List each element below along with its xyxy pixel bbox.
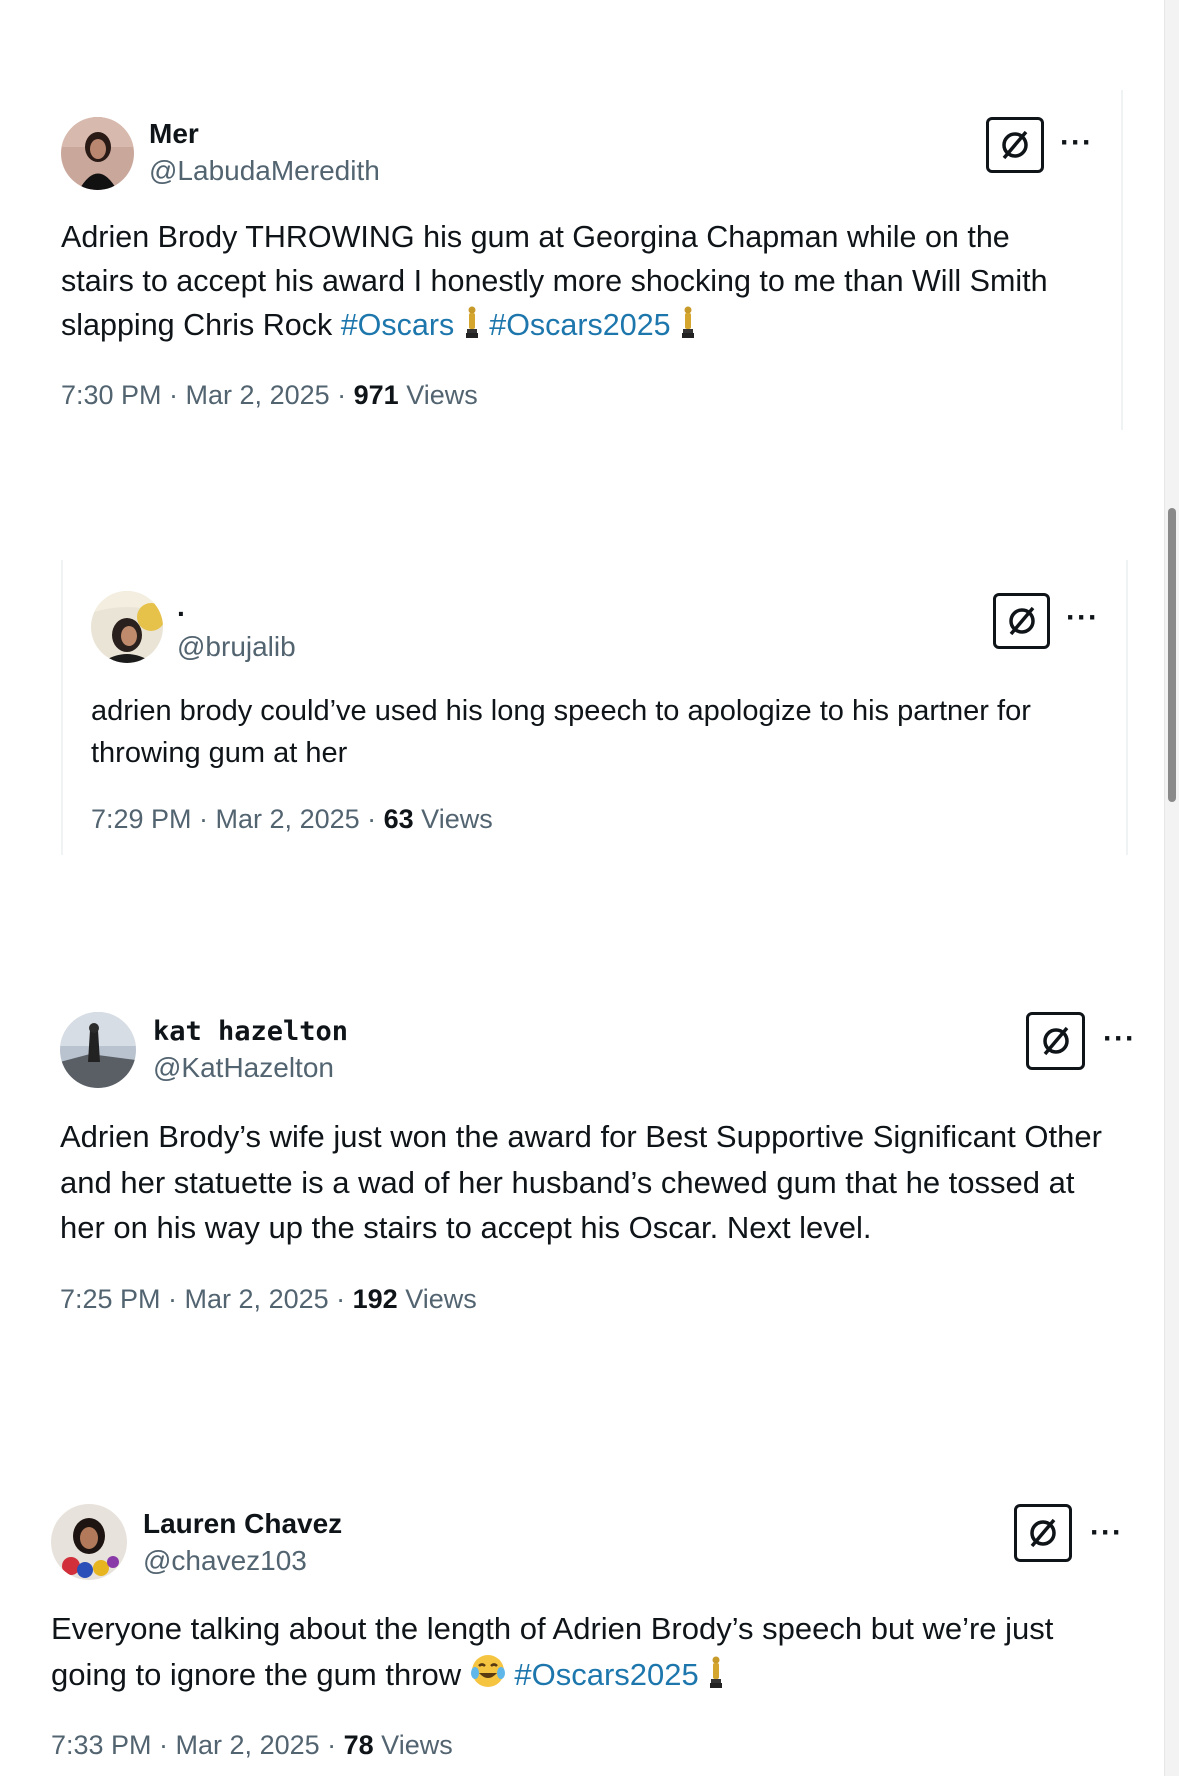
views-count: 63 xyxy=(383,804,414,834)
display-name[interactable]: kat hazelton xyxy=(153,1016,349,1047)
time-date: 7:29 PM · Mar 2, 2025 · xyxy=(91,804,384,834)
hashtag-link[interactable]: #Oscars2025 xyxy=(514,1656,699,1692)
time-date: 7:33 PM · Mar 2, 2025 · xyxy=(51,1730,344,1760)
tears-of-joy-emoji xyxy=(470,1653,506,1702)
oscar-trophy-emoji xyxy=(707,1655,725,1702)
views-label: Views xyxy=(397,1284,477,1314)
views-label: Views xyxy=(373,1730,453,1760)
tweet-body: Adrien Brody THROWING his gum at Georgina Chapman while on the stairs to accept his award I honestly more shocking to me than Will Smith slapping Chris Rock xyxy=(61,220,1048,342)
tweet-body: Adrien Brody’s wife just won the award for Best Supportive Significant Other and her statuette is a wad of her husband’s chewed gum that he tossed at her on his way up the stairs to accept his Oscar. Next level. xyxy=(60,1119,1102,1245)
tweet-timestamp[interactable] xyxy=(51,1730,453,1761)
views-label: Views xyxy=(413,804,493,834)
user-handle[interactable]: @chavez103 xyxy=(143,1545,307,1576)
user-handle[interactable]: @brujalib xyxy=(177,631,296,662)
display-name[interactable]: Mer xyxy=(149,118,199,149)
grok-button[interactable] xyxy=(1014,1504,1072,1562)
time-date: 7:25 PM · Mar 2, 2025 · xyxy=(60,1284,353,1314)
tweet-body: adrien brody could’ve used his long speech to apologize to his partner for throwing gum at her xyxy=(91,695,1031,769)
views-count: 78 xyxy=(343,1730,374,1760)
scrollbar[interactable] xyxy=(1164,0,1179,1776)
user-handle[interactable]: @LabudaMeredith xyxy=(149,155,380,186)
display-name[interactable]: Lauren Chavez xyxy=(143,1508,343,1539)
more-icon[interactable]: ··· xyxy=(1066,601,1099,634)
display-name[interactable]: · xyxy=(177,598,187,629)
more-icon[interactable]: ··· xyxy=(1103,1022,1136,1055)
scrollbar-thumb[interactable] xyxy=(1168,508,1176,802)
views-count: 192 xyxy=(352,1284,398,1314)
user-handle[interactable]: @KatHazelton xyxy=(153,1052,334,1083)
more-icon[interactable]: ··· xyxy=(1090,1516,1123,1549)
hashtag-link[interactable]: #Oscars xyxy=(340,308,455,342)
tweet-body: Everyone talking about the length of Adrien Brody’s speech but we’re just going to ignore the gum throw xyxy=(51,1611,1054,1692)
views-count: 971 xyxy=(353,380,399,410)
views-label: Views xyxy=(398,380,478,410)
grok-icon xyxy=(1026,1516,1060,1550)
more-icon[interactable]: ··· xyxy=(1060,126,1093,159)
avatar[interactable] xyxy=(51,1504,127,1580)
time-date: 7:30 PM · Mar 2, 2025 · xyxy=(61,380,354,410)
hashtag-link[interactable]: #Oscars2025 xyxy=(489,308,671,342)
tweet-text xyxy=(51,1606,1111,1701)
